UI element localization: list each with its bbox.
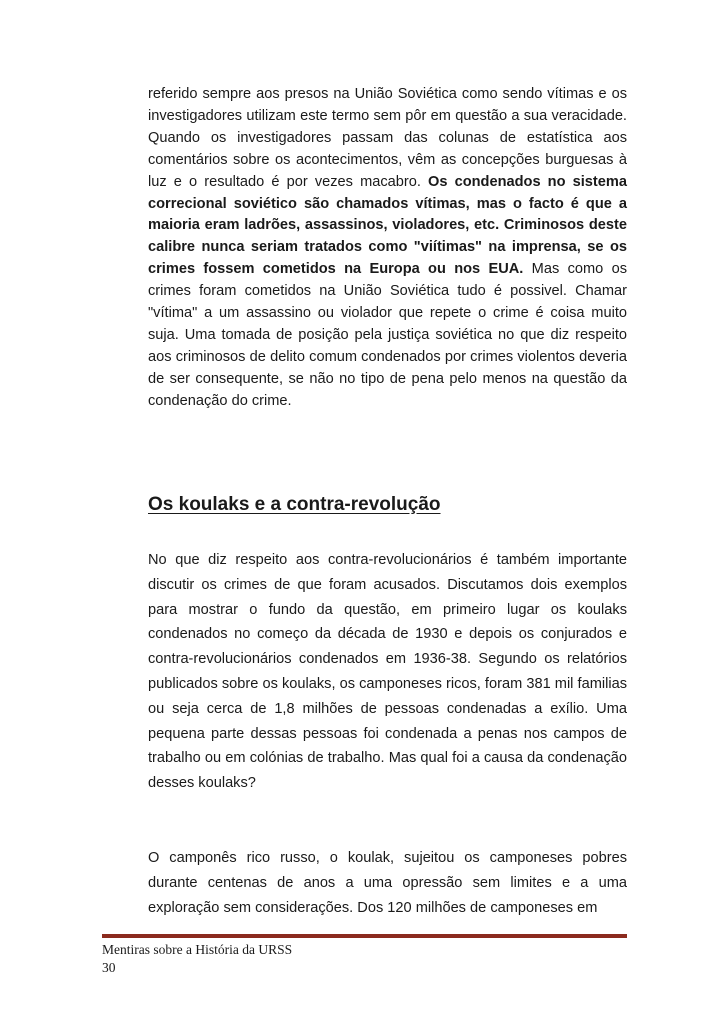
footer-rule (102, 934, 627, 938)
paragraph-2-block (148, 548, 627, 796)
paragraph-3-block (148, 846, 627, 920)
paragraph-1-text-b: Mas como os crimes foram cometidos na União Soviética tudo é possivel. Chamar "vítima" a um assassino ou violador que repete o crime é coisa muito suja. Uma tomada de posição pela justiça soviética no que diz respeito aos criminosos de delito comum condenados por crimes violentos deveria de ser consequente, se não no tipo de pena pelo menos na questão da condenação do crime. (148, 261, 627, 409)
page-number: 30 (102, 960, 116, 975)
paragraph-1-text-a: referido sempre aos presos na União Soviética como sendo vítimas e os investigadores utilizam este termo sem pôr em questão a sua veracidade. Quando os investigadores passam das colunas de estatística aos comentários sobre os acontecimentos, vêm as concepções burguesas à luz e o resultado é por vezes macabro. (148, 86, 627, 190)
footer-title: Mentiras sobre a História da URSS (102, 942, 293, 957)
paragraph-2: No que diz respeito aos contra-revolucionários é também importante discutir os crimes de que foram acusados. Discutamos dois exemplos para mostrar o fundo da questão, em primeiro lugar os koulaks condenados no começo da década de 1930 e depois os conjurados e contra-revolucionários condenados em 1936-38. Segundo os relatórios publicados sobre os koulaks, os camponeses ricos, foram 381 mil familias ou seja cerca de 1,8 milhões de pessoas condenadas a exílio. Uma pequena parte dessas pessoas foi condenada a penas nos campos de trabalho ou em colónias de trabalho. Mas qual foi a causa da condenação desses koulaks? (148, 552, 627, 792)
body-text-block (148, 84, 627, 413)
section-heading: Os koulaks e a contra-revolução (148, 494, 441, 515)
paragraph-1 (148, 84, 627, 413)
paragraph-1-bold-text: Os condenados no sistema correcional soviético são chamados vítimas, mas o facto é que a maioria eram ladrões, assassinos, violadores, etc. Criminosos deste calibre nunca seriam tratados como "viítimas" na imprensa, se os crimes fossem cometidos na Europa ou nos EUA. (148, 173, 627, 278)
paragraph-3: O camponês rico russo, o koulak, sujeitou os camponeses pobres durante centenas de anos a uma opressão sem limites e a uma exploração sem considerações. Dos 120 milhões de camponeses em (148, 850, 627, 916)
